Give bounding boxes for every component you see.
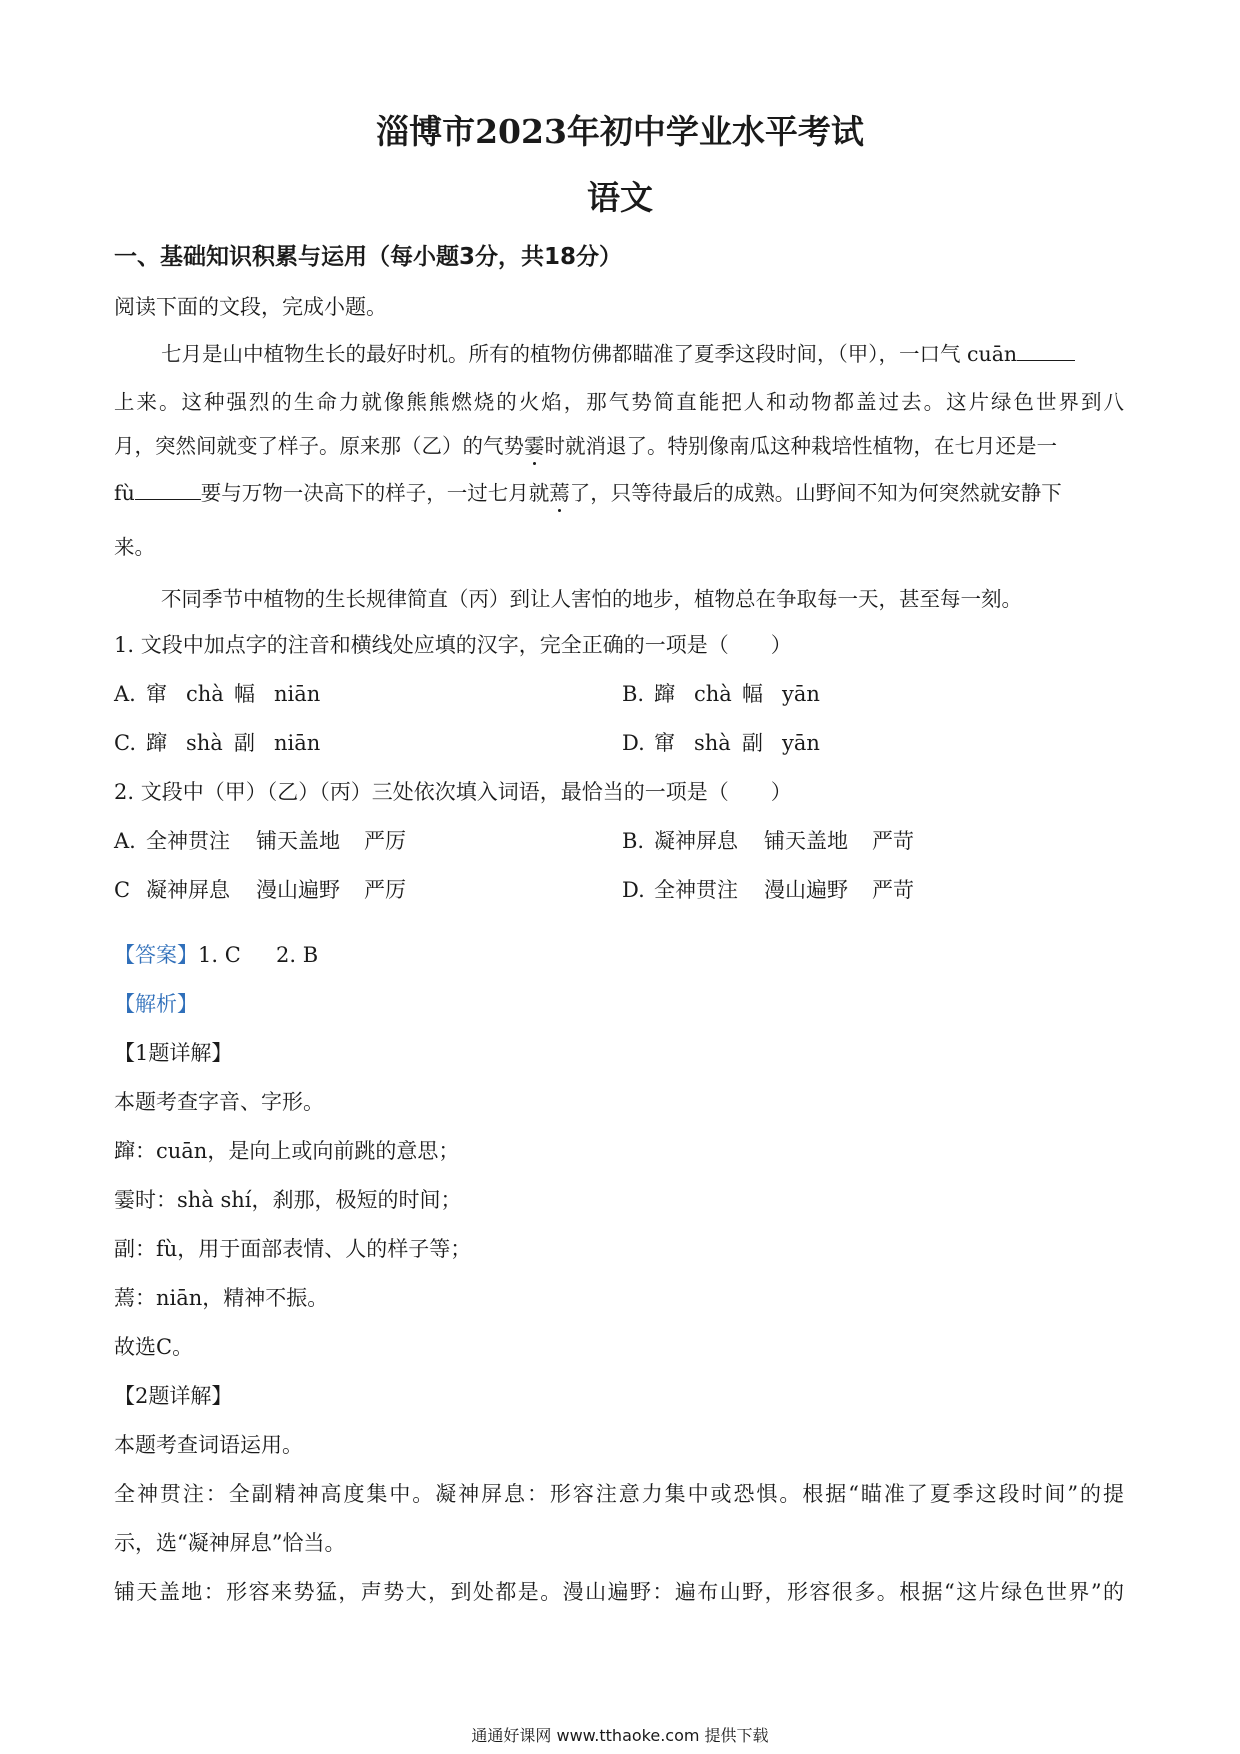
q1-option-b	[622, 678, 820, 708]
q1-option-d	[622, 727, 820, 757]
detail-2-heading: 【2题详解】	[114, 1384, 233, 1408]
detail-1-line: 副：fù，用于面部表情、人的样子等；	[114, 1237, 472, 1261]
option-part: 窜	[654, 731, 675, 755]
exam-title: 淄博市2023年初中学业水平考试	[376, 112, 864, 151]
option-part: yān	[782, 682, 820, 706]
dotted-char: 蔫	[549, 481, 570, 505]
option-part: 全神贯注	[146, 829, 230, 853]
q2-option-d	[622, 874, 914, 904]
answer-line	[114, 939, 318, 969]
passage-line-4	[114, 476, 1062, 506]
q1-option-c	[114, 727, 320, 757]
option-part: shà	[694, 731, 731, 755]
answer-2: 2. B	[276, 943, 319, 967]
option-part: 副	[742, 731, 763, 755]
detail-1-heading: 【1题详解】	[114, 1041, 233, 1065]
option-part: 全神贯注	[654, 878, 738, 902]
q2-option-c	[114, 874, 406, 904]
passage-line-2: 上来。这种强烈的生命力就像熊熊燃烧的火焰，那气势简直能把人和动物都盖过去。这片绿色世界到八	[114, 390, 1124, 414]
detail-1-line: 霎时：shà shí，刹那，极短的时间；	[114, 1188, 462, 1212]
passage-text: 了，只等待最后的成熟。山野间不知为何突然就安静下	[569, 481, 1062, 505]
option-part: 凝神屏息	[146, 878, 230, 902]
instruction: 阅读下面的文段，完成小题。	[114, 295, 387, 319]
option-part: niān	[274, 682, 321, 706]
answer-label: 【答案】	[114, 943, 198, 967]
option-label: A.	[114, 682, 136, 706]
section-heading: 一、基础知识积累与运用（每小题3分，共18分）	[114, 244, 623, 270]
option-label: B.	[622, 829, 645, 853]
detail-2-line: 示，选“凝神屏息”恰当。	[114, 1531, 346, 1555]
fill-blank	[1017, 340, 1075, 361]
option-label: A.	[114, 829, 136, 853]
option-part: 凝神屏息	[654, 829, 738, 853]
passage-text: 月，突然间就变了样子。原来那（乙）的气势	[114, 434, 524, 458]
passage-text: 要与万物一决高下的样子，一过七月就	[200, 481, 550, 505]
option-part: 铺天盖地	[764, 829, 848, 853]
passage-text: 时就消退了。特别像南瓜这种栽培性植物，在七月还是一	[544, 434, 1057, 458]
option-part: 窜	[146, 682, 167, 706]
option-part: 严厉	[364, 829, 406, 853]
option-part: 漫山遍野	[764, 878, 848, 902]
detail-1-line: 本题考查字音、字形。	[114, 1090, 324, 1114]
passage-text: 七月是山中植物生长的最好时机。所有的植物仿佛都瞄准了夏季这段时间，（甲），一口气 cuān	[161, 342, 1018, 366]
option-part: 蹿	[654, 682, 675, 706]
option-label: D.	[622, 878, 645, 902]
q1-option-a	[114, 678, 320, 708]
answer-1: 1. C	[198, 943, 241, 967]
option-part: 副	[234, 731, 255, 755]
option-part: 漫山遍野	[256, 878, 340, 902]
option-part: chà	[694, 682, 732, 706]
option-part: shà	[186, 731, 223, 755]
passage-paragraph-2: 不同季节中植物的生长规律简直（丙）到让人害怕的地步，植物总在争取每一天，甚至每一刻。	[161, 587, 1022, 611]
question-2-stem: 2. 文段中（甲）（乙）（丙）三处依次填入词语，最恰当的一项是（ ）	[114, 780, 792, 804]
option-part: 严苛	[872, 878, 914, 902]
fill-blank	[135, 479, 201, 500]
option-part: niān	[274, 731, 321, 755]
analysis-label: 【解析】	[114, 992, 198, 1016]
option-label: C	[114, 878, 131, 902]
option-part: yān	[782, 731, 820, 755]
dotted-char: 霎	[524, 434, 545, 458]
passage-line-3	[114, 429, 1057, 459]
detail-1-line: 蔫：niān，精神不振。	[114, 1286, 329, 1310]
detail-2-line: 本题考查词语运用。	[114, 1433, 303, 1457]
option-part: 蹿	[146, 731, 167, 755]
detail-1-line: 故选C。	[114, 1335, 194, 1359]
option-part: 铺天盖地	[256, 829, 340, 853]
detail-2-line: 铺天盖地：形容来势猛，声势大，到处都是。漫山遍野：遍布山野，形容很多。根据“这片绿色世界”的	[114, 1580, 1124, 1604]
option-part: 严厉	[364, 878, 406, 902]
detail-1-line: 蹿：cuān，是向上或向前跳的意思；	[114, 1139, 460, 1163]
passage-line-5: 来。	[114, 535, 155, 559]
option-label: B.	[622, 682, 645, 706]
option-label: C.	[114, 731, 136, 755]
detail-2-line: 全神贯注：全副精神高度集中。凝神屏息：形容注意力集中或恐惧。根据“瞄准了夏季这段时间”的提	[114, 1482, 1124, 1506]
passage-text: fù	[114, 481, 135, 505]
passage-line-1	[161, 337, 1075, 367]
option-label: D.	[622, 731, 645, 755]
question-1-stem: 1. 文段中加点字的注音和横线处应填的汉字，完全正确的一项是（ ）	[114, 633, 792, 657]
q2-option-a	[114, 825, 406, 855]
option-part: 严苛	[872, 829, 914, 853]
option-part: 幅	[742, 682, 763, 706]
q2-option-b	[622, 825, 914, 855]
option-part: chà	[186, 682, 224, 706]
footer-watermark: 通通好课网 www.tthaoke.com 提供下载	[471, 1726, 769, 1745]
subject-title: 语文	[587, 178, 653, 217]
option-part: 幅	[234, 682, 255, 706]
